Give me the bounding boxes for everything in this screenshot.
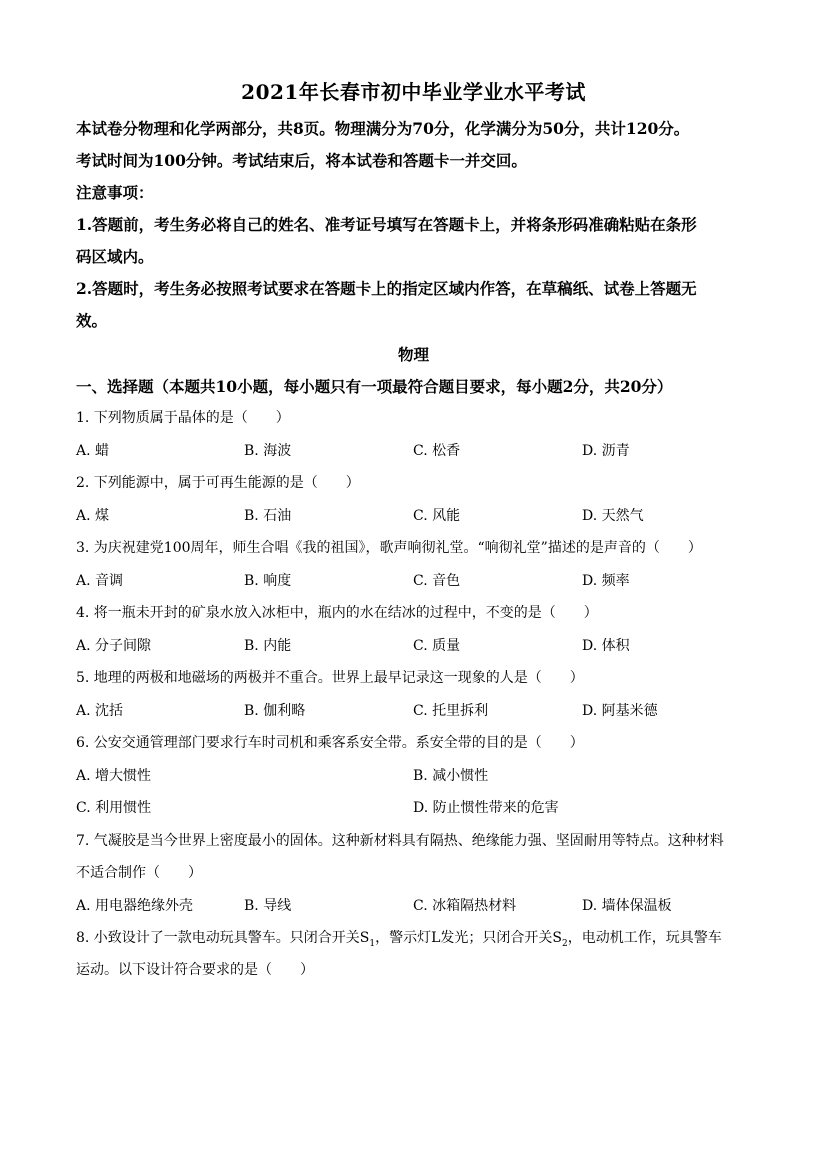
question-2-option-a: A. 煤 [76,508,110,524]
notice-heading: 注意事项： [76,183,154,202]
question-1-option-c: C. 松香 [413,443,461,459]
question-7-option-a: A. 用电器绝缘外壳 [76,898,194,914]
intro-line-1: 本试卷分物理和化学两部分，共8页。物理满分为70分，化学满分为50分，共计120分。 [76,119,690,138]
question-6-stem: 6. 公安交通管理部门要求行车时司机和乘客系安全带。系安全带的目的是（ ） [76,735,584,751]
question-7-option-c: C. 冰箱隔热材料 [413,898,517,914]
notice-2-line-2: 效。 [76,311,108,330]
question-6-option-d: D. 防止惯性带来的危害 [413,800,559,816]
question-4-stem: 4. 将一瓶未开封的矿泉水放入冰柜中，瓶内的水在结冰的过程中，不变的是（ ） [76,605,598,621]
notice-1-line-2: 码区域内。 [76,247,154,266]
question-1-option-d: D. 沥青 [582,443,630,459]
question-6-option-b: B. 减小惯性 [413,768,489,784]
question-5-option-d: D. 阿基米德 [582,703,658,719]
question-2-option-b: B. 石油 [244,508,292,524]
notice-1-line-1: 1.答题前，考生务必将自己的姓名、准考证号填写在答题卡上，并将条形码准确粘贴在条形 [76,215,697,234]
question-8-stem-part-b: ，警示灯L发光；只闭合开关S [375,930,563,946]
exam-title: 2021年长春市初中毕业学业水平考试 [241,80,586,104]
switch-1-subscript: 1 [369,938,376,949]
question-7-option-d: D. 墙体保温板 [582,898,672,914]
section-1-heading: 一、选择题（本题共10小题，每小题只有一项最符合题目要求，每小题2分，共20分） [76,377,673,396]
question-4-option-b: B. 内能 [244,638,292,654]
question-1-stem: 1. 下列物质属于晶体的是（ ） [76,410,290,426]
question-5-option-a: A. 沈括 [76,703,124,719]
question-4-option-d: D. 体积 [582,638,630,654]
question-1-option-b: B. 海波 [244,443,292,459]
question-8-stem-line-2: 运动。以下设计符合要求的是（ ） [76,962,314,978]
question-4-option-c: C. 质量 [413,638,461,654]
question-3-option-c: C. 音色 [413,573,461,589]
switch-2-subscript: 2 [562,938,568,949]
intro-line-2: 考试时间为100分钟。考试结束后，将本试卷和答题卡一并交回。 [76,151,527,170]
question-5-option-b: B. 伽利略 [244,703,306,719]
question-3-stem: 3. 为庆祝建党100周年，师生合唱《我的祖国》，歌声响彻礼堂。“响彻礼堂”描述的是声音的（ ） [76,540,702,556]
question-8-stem-part-a: 8. 小致设计了一款电动玩具警车。只闭合开关S [76,930,370,946]
question-3-option-a: A. 音调 [76,573,124,589]
question-2-stem: 2. 下列能源中，属于可再生能源的是（ ） [76,475,360,491]
question-6-option-c: C. 利用惯性 [76,800,152,816]
question-3-option-d: D. 频率 [582,573,630,589]
question-3-option-b: B. 响度 [244,573,292,589]
question-5-stem: 5. 地理的两极和地磁场的两极并不重合。世界上最早记录这一现象的人是（ ） [76,670,584,686]
question-1-option-a: A. 蜡 [76,443,110,459]
subject-heading: 物理 [397,345,429,364]
question-8-stem-part-c: ，电动机工作，玩具警车 [567,930,722,946]
question-8-stem-line-1 [76,927,722,949]
question-7-option-b: B. 导线 [244,898,292,914]
question-4-option-a: A. 分子间隙 [76,638,152,654]
question-2-option-d: D. 天然气 [582,508,644,524]
question-7-stem-line-1: 7. 气凝胶是当今世界上密度最小的固体。这种新材料具有隔热、绝缘能力强、坚固耐用等特点。这种材料 [76,833,724,849]
question-6-option-a: A. 增大惯性 [76,768,152,784]
question-5-option-c: C. 托里拆利 [413,703,489,719]
notice-2-line-1: 2.答题时，考生务必按照考试要求在答题卡上的指定区域内作答，在草稿纸、试卷上答题无 [76,279,697,298]
question-2-option-c: C. 风能 [413,508,461,524]
question-7-stem-line-2: 不适合制作（ ） [76,865,202,881]
